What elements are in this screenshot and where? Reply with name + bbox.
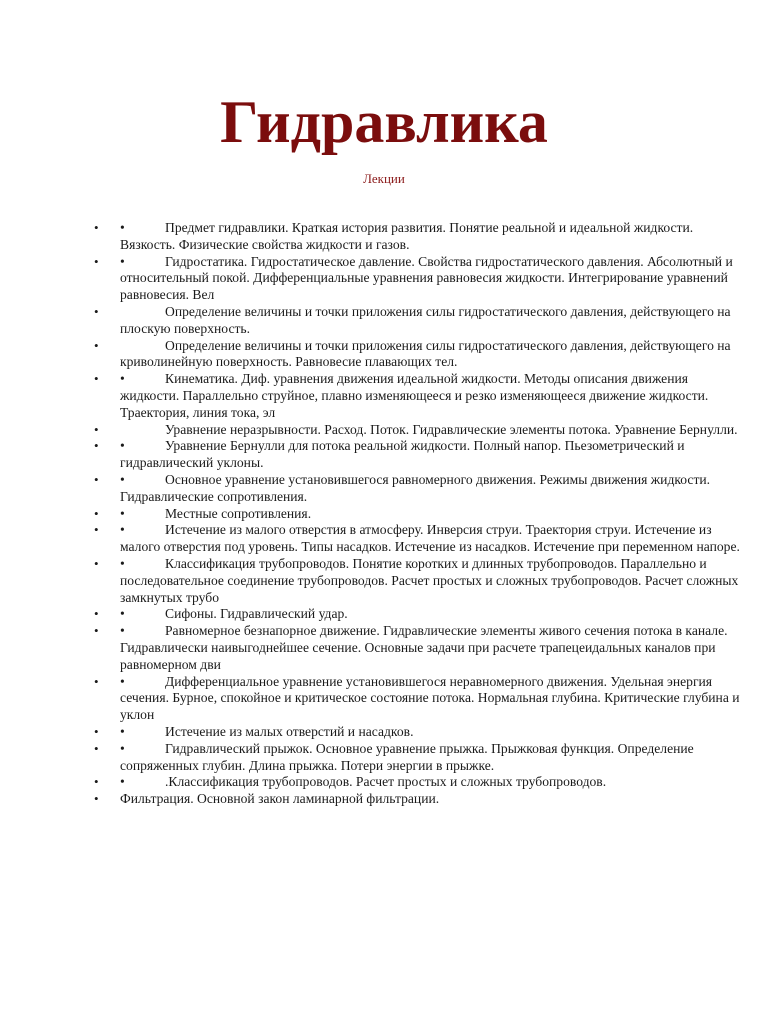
inner-bullet: • xyxy=(120,505,125,521)
lecture-topic-item xyxy=(0,472,768,506)
lecture-topic-text: Основное уравнение установившегося равномерного движения. Режимы движения жидкости. Гидравлические сопротивления. xyxy=(120,471,711,504)
lecture-topic-item xyxy=(0,774,768,791)
inner-bullet: • xyxy=(120,522,125,538)
inner-bullet: • xyxy=(120,623,125,639)
lecture-topic-item xyxy=(0,606,768,623)
lecture-topic-item xyxy=(0,674,768,724)
lecture-topic-item xyxy=(0,791,768,808)
inner-bullet: • xyxy=(120,555,125,571)
lecture-topic-text: Гидростатика. Гидростатическое давление. Свойства гидростатического давления. Абсолютный и относительный покой. Дифференциальные уравнения равновесия жидкости. Интегрирование уравнений равновесия. Вел xyxy=(120,253,733,303)
lecture-topic-item xyxy=(0,724,768,741)
lecture-topic-text: Фильтрация. Основной закон ламинарной фильтрации. xyxy=(120,791,440,807)
lecture-topic-item xyxy=(0,422,768,439)
lecture-topic-item xyxy=(0,220,768,254)
lecture-topic-text: Классификация трубопроводов. Понятие коротких и длинных трубопроводов. Параллельно и последовательное соединение трубопроводов. Расчет простых и сложных трубопроводов. Расчет сложных замкнутых трубо xyxy=(120,555,739,605)
lecture-topic-text: Уравнение неразрывности. Расход. Поток. Гидравлические элементы потока. Уравнение Бернулли. xyxy=(165,421,738,437)
lecture-topic-item xyxy=(0,304,768,338)
inner-bullet: • xyxy=(120,438,125,454)
inner-bullet: • xyxy=(120,673,125,689)
lecture-topic-text: Определение величины и точки приложения силы гидростатического давления, действующего на плоскую поверхность. xyxy=(120,303,731,336)
lecture-topic-text: Дифференциальное уравнение установившегося неравномерного движения. Удельная энергия сечения. Бурное, спокойное и критическое состояние потока. Нормальная глубина. Критические глубина и уклон xyxy=(120,673,740,723)
lecture-topic-item xyxy=(0,522,768,556)
lecture-topic-item xyxy=(0,438,768,472)
lecture-topic-text: Равномерное безнапорное движение. Гидравлические элементы живого сечения потока в канале. Гидравлически наивыгоднейшее сечение. Основные задачи при расчете трапецеидальных каналов при равномерном дви xyxy=(120,623,728,672)
lecture-topic-item xyxy=(0,556,768,606)
inner-bullet: • xyxy=(120,606,125,622)
lecture-topic-text: Местные сопротивления. xyxy=(165,505,312,521)
inner-bullet: • xyxy=(120,371,125,387)
lecture-topic-item xyxy=(0,254,768,304)
inner-bullet: • xyxy=(120,723,125,739)
lecture-topic-item xyxy=(0,623,768,673)
inner-bullet: • xyxy=(120,740,125,756)
inner-bullet: • xyxy=(120,220,125,235)
lecture-topic-item xyxy=(0,338,768,372)
lecture-topic-item xyxy=(0,371,768,421)
lecture-topic-text: Определение величины и точки приложения силы гидростатического давления, действующего на криволинейную поверхность. Равновесие плавающих тел. xyxy=(120,337,731,370)
lecture-topic-list xyxy=(0,220,768,808)
lecture-topic-text: Гидравлический прыжок. Основное уравнение прыжка. Прыжковая функция. Определение сопряженных глубин. Длина прыжка. Потери энергии в прыжке. xyxy=(120,740,694,773)
lecture-topic-text: .Классификация трубопроводов. Расчет простых и сложных трубопроводов. xyxy=(165,774,607,790)
lecture-topic-text: Истечение из малых отверстий и насадков. xyxy=(165,723,414,739)
lecture-topic-item xyxy=(0,741,768,775)
lecture-topic-text: Предмет гидравлики. Краткая история развития. Понятие реальной и идеальной жидкости. Вязкость. Физические свойства жидкости и газов. xyxy=(120,220,694,252)
page-subtitle: Лекции xyxy=(363,171,405,186)
inner-bullet: • xyxy=(120,774,125,790)
lecture-topic-text: Уравнение Бернулли для потока реальной жидкости. Полный напор. Пьезометрический и гидравлический уклоны. xyxy=(120,438,685,471)
page-title: Гидравлика xyxy=(220,89,548,155)
lecture-topic-text: Кинематика. Диф. уравнения движения идеальной жидкости. Методы описания движения жидкости. Параллельно струйное, плавно изменяющееся и резко изменяющееся движение жидкости. Траектория, линия тока, эл xyxy=(120,371,709,420)
lecture-topic-text: Истечение из малого отверстия в атмосферу. Инверсия струи. Траектория струи. Истечение из малого отверстия под уровень. Типы насадков. Истечение из насадков. Истечение при переменном напоре. xyxy=(120,522,740,555)
inner-bullet: • xyxy=(120,471,125,487)
lecture-topic-text: Сифоны. Гидравлический удар. xyxy=(165,606,348,622)
lecture-topic-item xyxy=(0,506,768,523)
inner-bullet: • xyxy=(120,253,125,269)
